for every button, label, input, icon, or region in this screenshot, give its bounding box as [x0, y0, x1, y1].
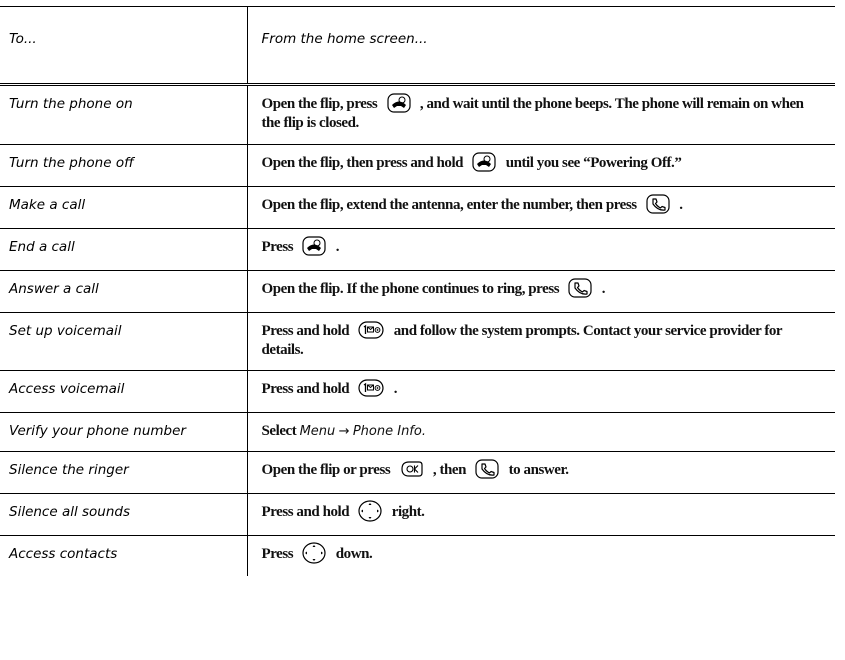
- task-cell: Silence all sounds: [0, 494, 247, 536]
- instruction-cell: [247, 536, 835, 576]
- instruction-cell: [247, 494, 835, 536]
- task-cell: Set up voicemail: [0, 313, 247, 371]
- voicemail-1-key-icon: [358, 321, 384, 339]
- quick-reference-table: [0, 6, 835, 576]
- instruction-text: right.: [391, 504, 425, 520]
- instruction-text: Open the flip. If the phone continues to ring, press: [261, 281, 560, 297]
- navigation-key-icon: [302, 542, 326, 564]
- table-row: [0, 187, 835, 229]
- instruction-cell: [247, 313, 835, 371]
- table-row: [0, 85, 835, 145]
- task-cell: Make a call: [0, 187, 247, 229]
- instruction-text: , and wait until the phone beeps. The phone will remain on when the flip is closed.: [261, 96, 804, 131]
- instruction-text: Press: [261, 239, 294, 255]
- instruction-text: .: [335, 239, 340, 255]
- instruction-cell: [247, 371, 835, 413]
- voicemail-1-key-icon: [358, 379, 384, 397]
- talk-key-icon: [646, 194, 670, 214]
- instruction-text: .: [679, 197, 683, 213]
- instruction-cell: [247, 85, 835, 145]
- instruction-cell: [247, 413, 835, 452]
- instruction-text: Press and hold: [261, 381, 350, 397]
- end-power-key-icon: [472, 152, 496, 172]
- table-row: [0, 536, 835, 576]
- menu-label: Menu: [299, 424, 336, 439]
- instruction-cell: [247, 145, 835, 187]
- instruction-text: .: [601, 281, 606, 297]
- ok-key-icon: [400, 460, 424, 478]
- navigation-key-icon: [358, 500, 382, 522]
- end-power-key-icon: [302, 236, 326, 256]
- table-row: [0, 145, 835, 187]
- task-cell: Answer a call: [0, 271, 247, 313]
- instruction-text: and follow the system prompts. Contact your service provider for details.: [261, 323, 782, 358]
- instruction-text: Press: [261, 546, 294, 562]
- instruction-cell: [247, 229, 835, 271]
- instruction-text: Press and hold: [261, 323, 350, 339]
- instruction-text: Open the flip, then press and hold: [261, 155, 464, 171]
- talk-key-icon: [568, 278, 592, 298]
- instruction-text: Open the flip or press: [261, 462, 391, 478]
- table-row: [0, 229, 835, 271]
- instruction-cell: [247, 271, 835, 313]
- task-cell: Verify your phone number: [0, 413, 247, 452]
- instruction-text: Select: [261, 423, 297, 439]
- instruction-cell: [247, 452, 835, 494]
- end-power-key-icon: [387, 93, 411, 113]
- table-row: [0, 371, 835, 413]
- instruction-text: until you see “Powering Off.”: [505, 155, 682, 171]
- instruction-text: Open the flip, extend the antenna, enter the number, then press: [261, 197, 637, 213]
- header-task: To...: [0, 7, 247, 85]
- talk-key-icon: [475, 459, 499, 479]
- instruction-text: to answer.: [508, 462, 569, 478]
- instruction-text: Open the flip, press: [261, 96, 378, 112]
- task-cell: Silence the ringer: [0, 452, 247, 494]
- task-cell: End a call: [0, 229, 247, 271]
- menu-arrow: →: [338, 424, 350, 439]
- instruction-text: , then: [432, 462, 466, 478]
- table-row: [0, 313, 835, 371]
- instruction-text: Press and hold: [261, 504, 350, 520]
- header-action: From the home screen...: [247, 7, 835, 85]
- table-row: [0, 271, 835, 313]
- table-row: [0, 494, 835, 536]
- task-cell: Turn the phone off: [0, 145, 247, 187]
- table-row: [0, 452, 835, 494]
- instruction-text: down.: [335, 546, 373, 562]
- table-header-row: [0, 7, 835, 85]
- instruction-cell: [247, 187, 835, 229]
- task-cell: Access voicemail: [0, 371, 247, 413]
- table-row: [0, 413, 835, 452]
- menu-target: Phone Info.: [352, 424, 426, 439]
- task-cell: Access contacts: [0, 536, 247, 576]
- task-cell: Turn the phone on: [0, 85, 247, 145]
- instruction-text: .: [393, 381, 398, 397]
